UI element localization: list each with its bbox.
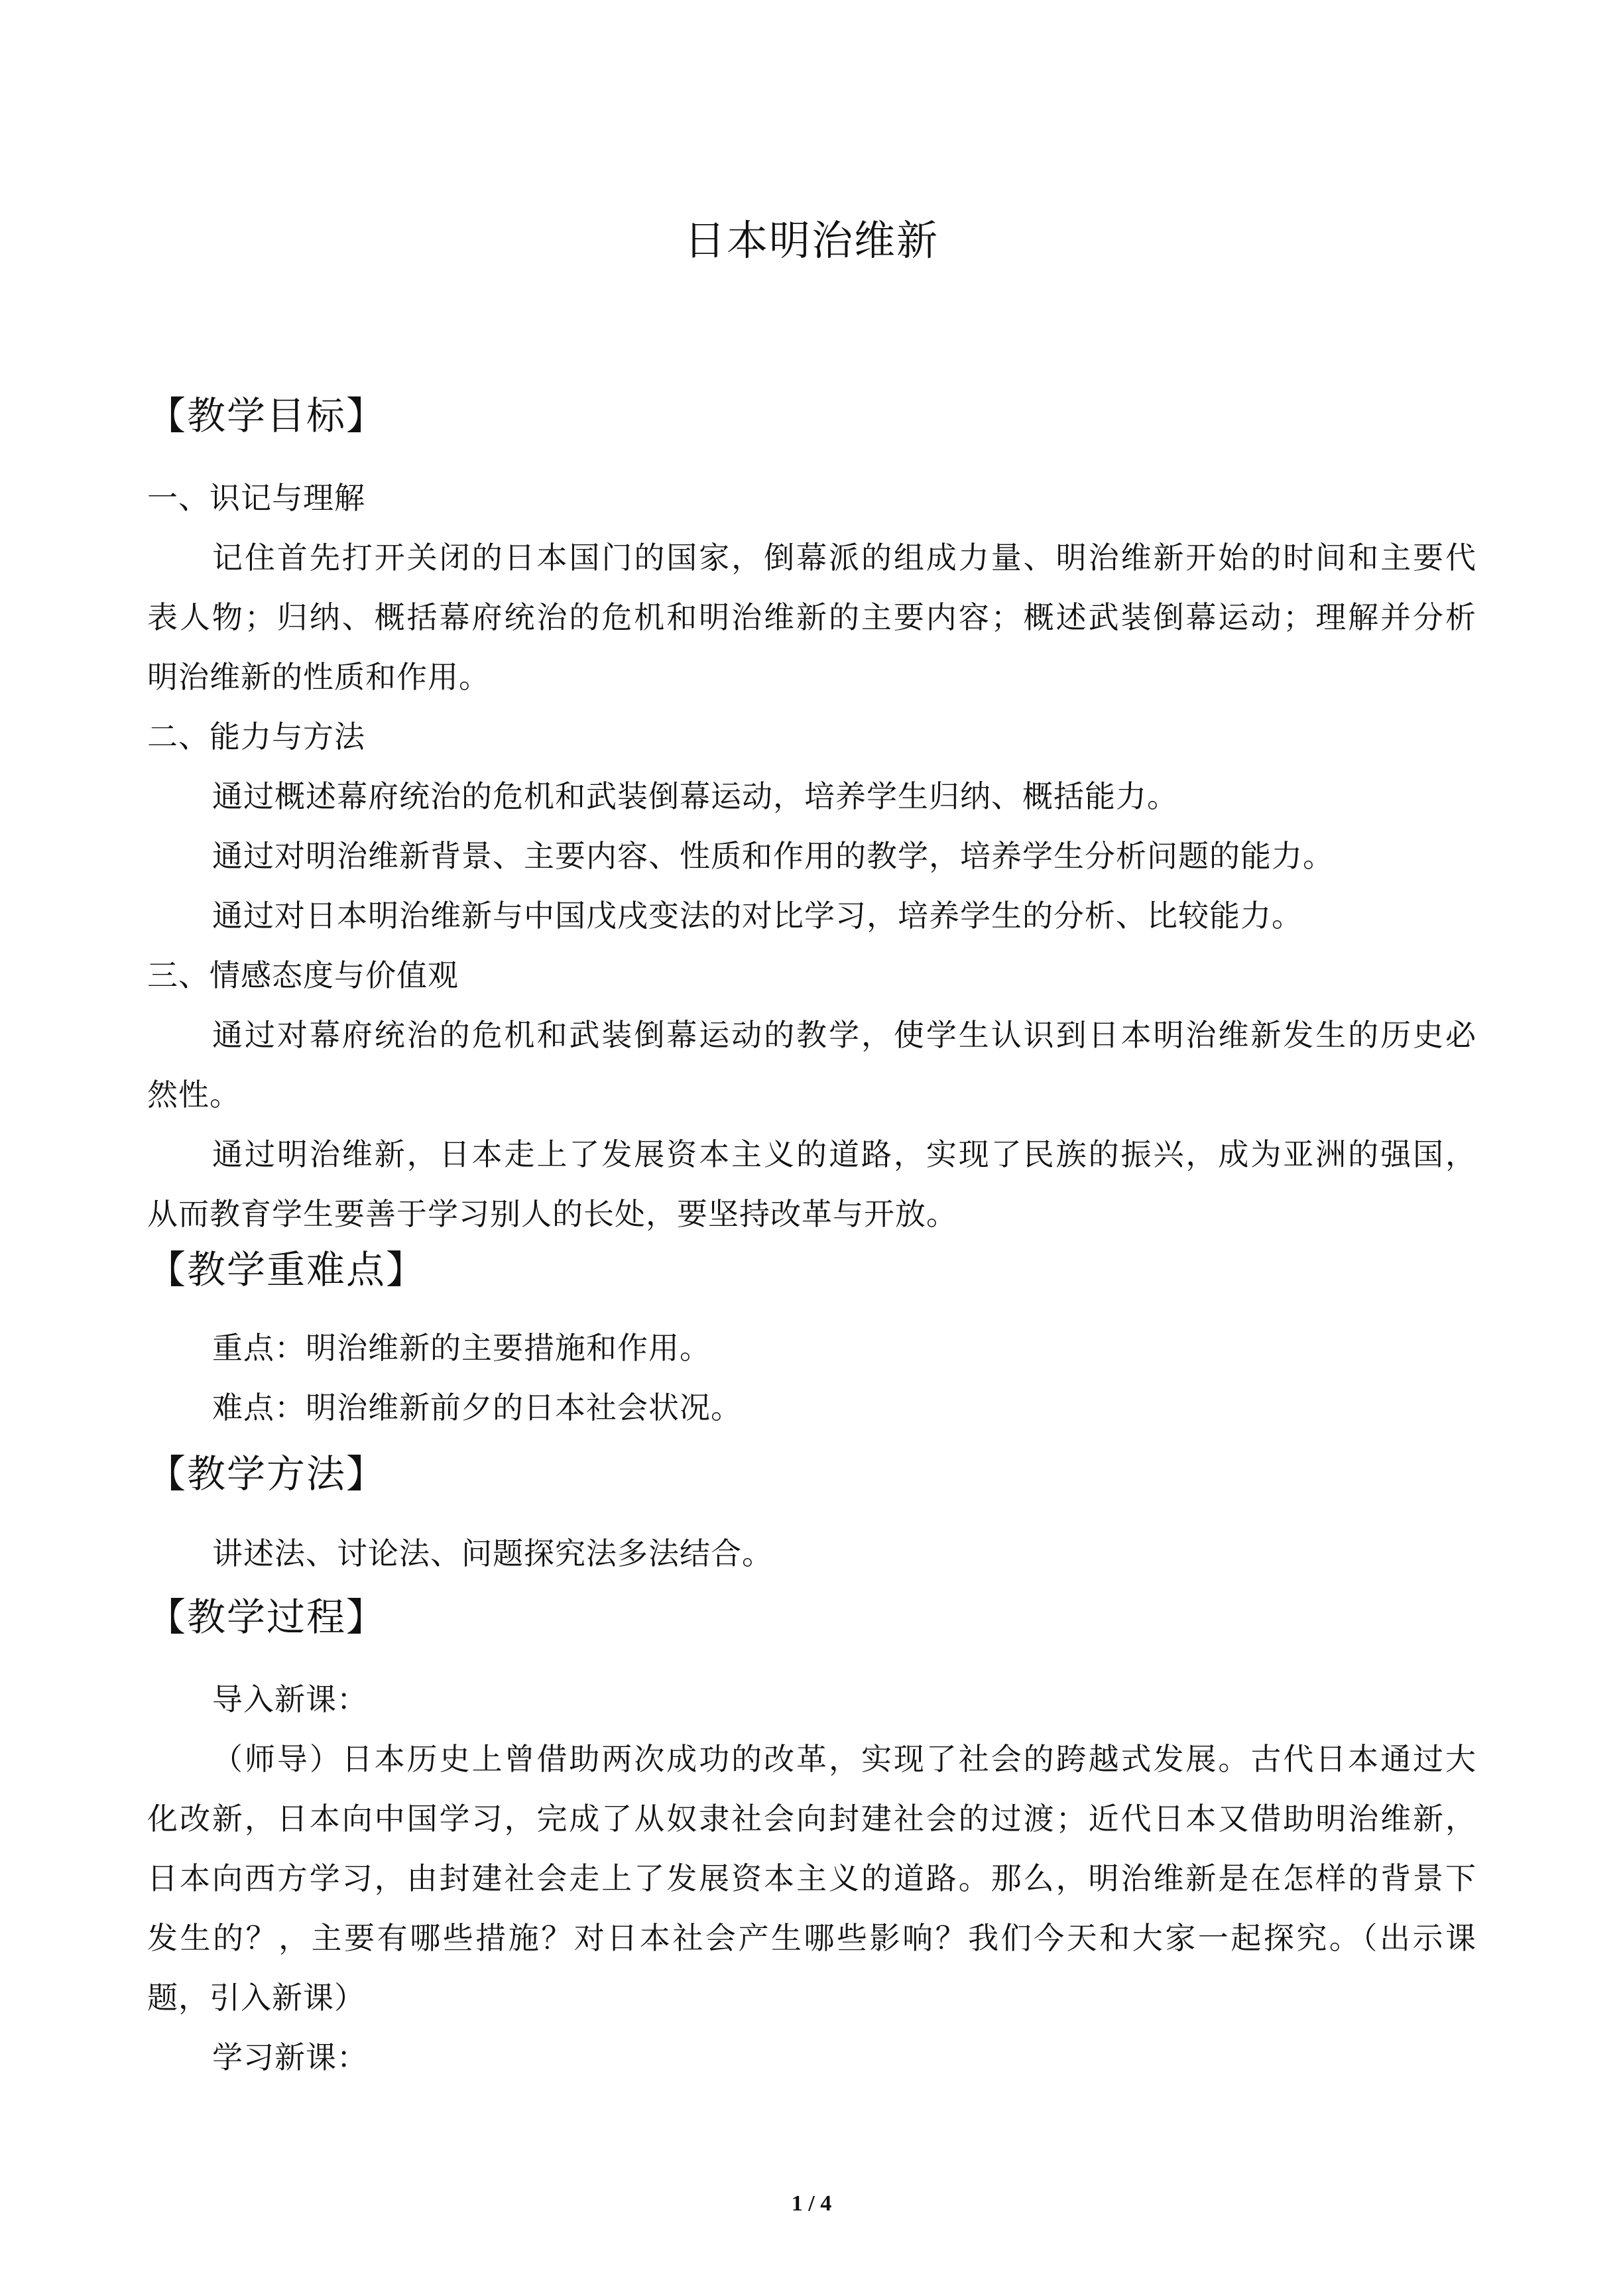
paragraph-line: （师导）日本历史上曾借助两次成功的改革，实现了社会的跨越式发展。古代日本通过大 xyxy=(212,1741,1476,1777)
intro-label: 导入新课： xyxy=(212,1681,368,1717)
paragraph-line: 从而教育学生要善于学习别人的长处，要坚持改革与开放。 xyxy=(147,1196,957,1232)
paragraph-line: 明治维新的性质和作用。 xyxy=(147,659,490,695)
section-heading-methods: 【教学方法】 xyxy=(147,1451,387,1496)
paragraph-line: 化改新，日本向中国学习，完成了从奴隶社会向封建社会的过渡；近代日本又借助明治维新， xyxy=(147,1801,1476,1837)
paragraph-line: 通过明治维新，日本走上了发展资本主义的道路，实现了民族的振兴，成为亚洲的强国， xyxy=(212,1136,1476,1172)
paragraph-line: 通过对明治维新背景、主要内容、性质和作用的教学，培养学生分析问题的能力。 xyxy=(212,838,1334,874)
paragraph-line: 记住首先打开关闭的日本国门的国家，倒幕派的组成力量、明治维新开始的时间和主要代 xyxy=(212,540,1476,575)
paragraph-line: 题，引入新课） xyxy=(147,1980,365,2016)
paragraph-line: 然性。 xyxy=(147,1077,241,1113)
paragraph-line: 讲述法、讨论法、问题探究法多法结合。 xyxy=(212,1536,773,1571)
paragraph-line: 通过对日本明治维新与中国戊戌变法的对比学习，培养学生的分析、比较能力。 xyxy=(212,898,1303,934)
section-heading-process: 【教学过程】 xyxy=(147,1595,387,1640)
subsection-title-ability: 二、能力与方法 xyxy=(147,719,365,755)
subsection-title-values: 三、情感态度与价值观 xyxy=(147,957,459,993)
paragraph-line: 发生的？，主要有哪些措施？对日本社会产生哪些影响？我们今天和大家一起探究。（出示课 xyxy=(147,1920,1476,1956)
section-heading-key-points: 【教学重难点】 xyxy=(147,1247,426,1292)
new-lesson-label: 学习新课： xyxy=(212,2039,368,2075)
document-title: 日本明治维新 xyxy=(684,216,939,265)
paragraph-line: 难点：明治维新前夕的日本社会状况。 xyxy=(212,1390,742,1425)
section-heading-objectives: 【教学目标】 xyxy=(147,393,387,438)
paragraph-line: 日本向西方学习，由封建社会走上了发展资本主义的道路。那么，明治维新是在怎样的背景下 xyxy=(147,1860,1476,1896)
paragraph-line: 通过概述幕府统治的危机和武装倒幕运动，培养学生归纳、概括能力。 xyxy=(212,778,1178,814)
paragraph-line: 表人物；归纳、概括幕府统治的危机和明治维新的主要内容；概述武装倒幕运动；理解并分析 xyxy=(147,599,1476,635)
paragraph-line: 通过对幕府统治的危机和武装倒幕运动的教学，使学生认识到日本明治维新发生的历史必 xyxy=(212,1017,1476,1053)
paragraph-line: 重点：明治维新的主要措施和作用。 xyxy=(212,1330,711,1366)
subsection-title-understanding: 一、识记与理解 xyxy=(147,480,365,516)
page-number: 1 / 4 xyxy=(791,2191,832,2216)
